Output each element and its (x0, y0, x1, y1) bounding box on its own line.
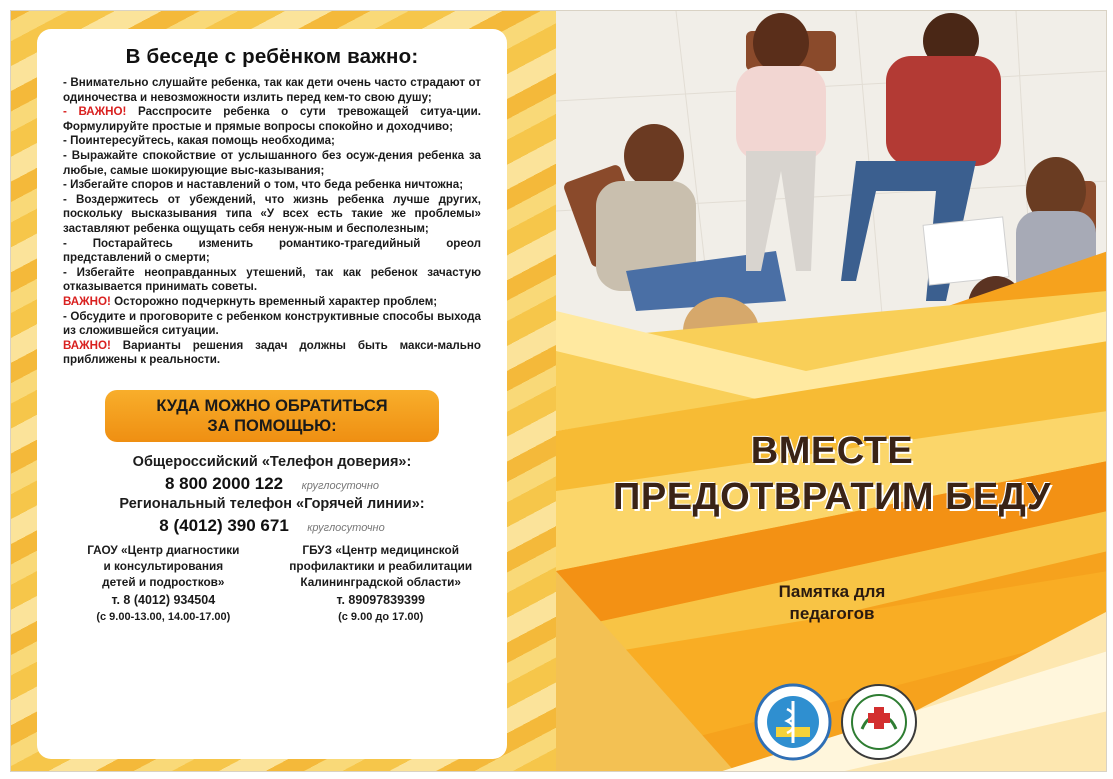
organization-2-line-3: Калининградской области» (300, 575, 461, 590)
advice-text: - Постарайтесь изменить романтико-трагедийный ореол представлений о смерти; (63, 236, 481, 265)
medical-prevention-center-emblem-icon (840, 683, 918, 761)
cover-panel (556, 11, 1107, 772)
advice-text: - Обсудите и проговорите с ребенком конструктивные способы выхода из сложившейся ситуации. (63, 309, 481, 338)
important-marker: ВАЖНО! (63, 338, 111, 352)
advice-card (37, 29, 507, 759)
advice-item (63, 178, 481, 193)
organization-1-line-1: ГАОУ «Центр диагностики (87, 542, 240, 557)
cover-subtitle-line-1: Памятка для (778, 582, 886, 601)
advice-list (63, 76, 481, 368)
advice-text: - Воздержитесь от убеждений, что жизнь ребенка лучше других, поскольку высказывания типа «У всех есть такие же проблемы» заставляют ребенка ощущать себя ненуж-ным и бесполезным; (63, 192, 481, 235)
organization-1 (63, 542, 264, 625)
logos (754, 683, 918, 761)
help-banner-line-2: ЗА ПОМОЩЬЮ: (207, 416, 337, 435)
ministry-health-emblem-icon (754, 683, 832, 761)
organization-2-hours: (с 9.00 до 17.00) (338, 610, 424, 623)
advice-text: - Избегайте неоправданных утешений, так как ребенок зачастую отказывается принимать советы. (63, 265, 481, 294)
advice-item (63, 310, 481, 339)
advice-item (63, 237, 481, 266)
organization-2-phone: т. 89097839399 (336, 593, 425, 608)
advice-text: - Внимательно слушайте ребенка, так как дети очень часто страдают от одиночества и невозможности излить перед кем-то свою душу; (63, 76, 481, 104)
cover-subtitle-line-2: педагогов (789, 604, 875, 623)
advice-text: - Избегайте споров и наставлений о том, что беда ребенка ничтожна; (63, 178, 464, 192)
organization-2 (280, 542, 481, 625)
hotline-1-row (63, 474, 481, 494)
advice-item (63, 193, 481, 237)
important-marker: - ВАЖНО! (63, 105, 127, 119)
important-marker: ВАЖНО! (63, 294, 111, 308)
orange-stripes-decoration (556, 11, 1107, 772)
organization-2-line-1: ГБУЗ «Центр медицинской (302, 542, 459, 557)
advice-item (63, 295, 481, 310)
advice-heading: В беседе с ребёнком важно: (125, 45, 419, 68)
organization-1-line-2: и консультирования (103, 559, 224, 574)
hotline-2-number: 8 (4012) 390 671 (159, 515, 289, 535)
organization-1-phone: т. 8 (4012) 934504 (111, 593, 216, 608)
organizations (63, 542, 481, 625)
help-banner (105, 390, 439, 442)
advice-text: - Поинтересуйтесь, какая помощь необходима; (63, 134, 335, 148)
advice-text: Варианты решения задач должны быть макси-мально приближены к реальности. (63, 338, 481, 367)
advice-text: Осторожно подчеркнуть временный характер проблем; (110, 294, 438, 308)
advice-item (63, 339, 481, 368)
advice-item (63, 266, 481, 295)
hotline-1-note: круглосуточно (301, 479, 380, 492)
cover-title-line-1: ВМЕСТЕ (750, 430, 914, 472)
cover-title-line-2: ПРЕДОТВРАТИМ БЕДУ (613, 476, 1051, 518)
organization-1-hours: (с 9.00-13.00, 14.00-17.00) (96, 610, 231, 623)
organization-2-line-2: профилактики и реабилитации (289, 559, 473, 574)
advice-text: - Выражайте спокойствие от услышанного без осуж-дения ребенка за любые, самые шокирующие выс-казывания; (63, 148, 481, 177)
advice-item (63, 76, 481, 105)
advice-item (63, 105, 481, 134)
hotline-2-label: Региональный телефон «Горячей линии»: (119, 495, 425, 512)
hotline-1-label: Общероссийский «Телефон доверия»: (132, 453, 412, 470)
hotline-block (63, 454, 481, 536)
hotline-1-number: 8 800 2000 122 (164, 473, 284, 493)
leaflet (10, 10, 1107, 772)
help-banner-line-1: КУДА МОЖНО ОБРАТИТЬСЯ (156, 396, 388, 415)
advice-item (63, 134, 481, 149)
advice-text: Расспросите ребенка о сути тревожащей ситуа-ции. Формулируйте простые и прямые вопросы спокойно и доходчиво; (63, 105, 481, 133)
hotline-2-note: круглосуточно (307, 521, 385, 534)
hotline-2-row (63, 516, 481, 536)
organization-1-line-3: детей и подростков» (102, 575, 225, 590)
advice-item (63, 149, 481, 178)
